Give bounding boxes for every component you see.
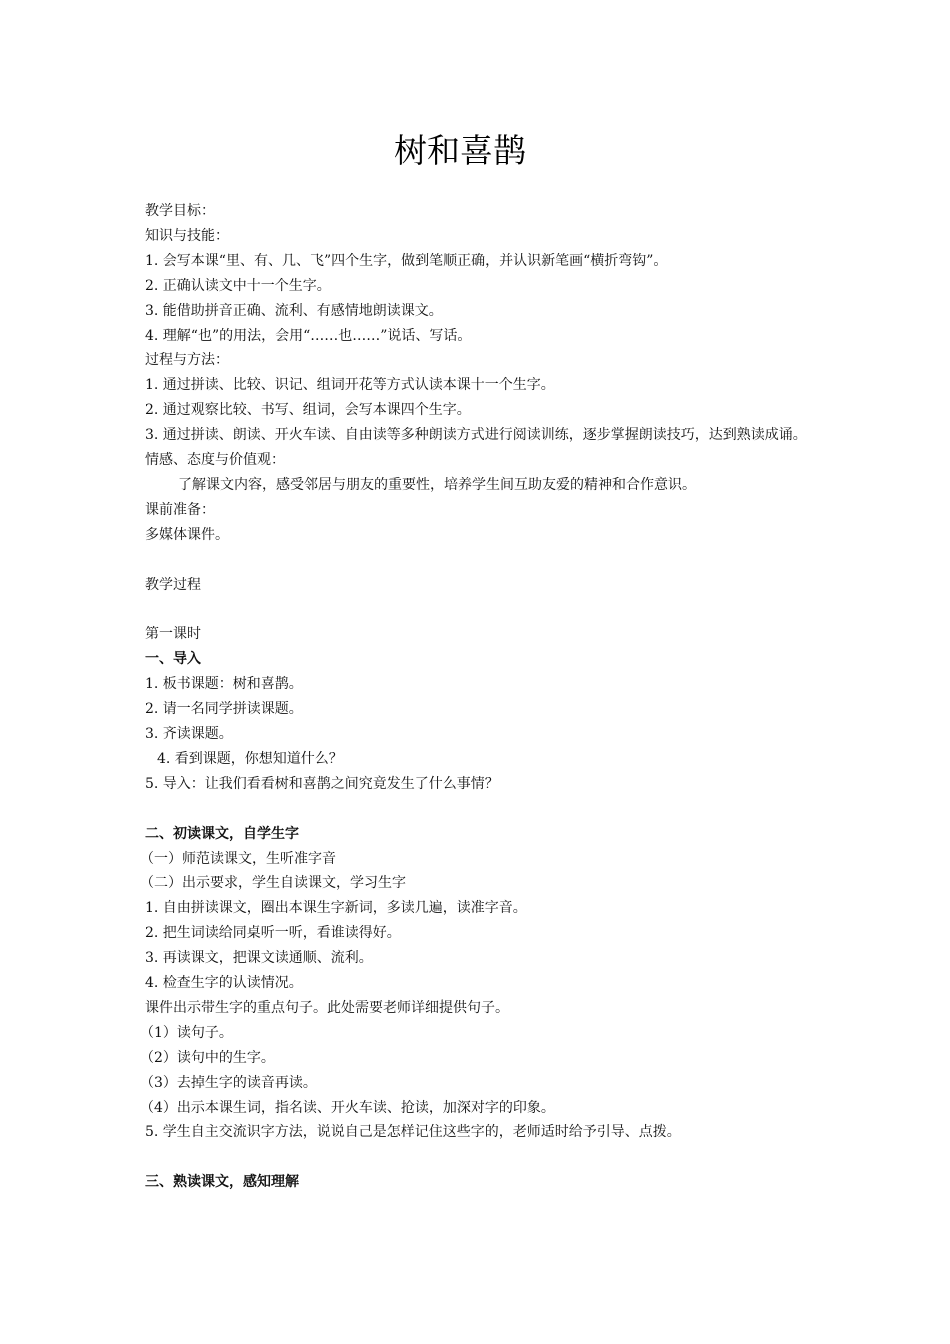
document-body [140, 199, 825, 1195]
preparation-heading: 课前准备： [145, 501, 215, 518]
first-read-item: 3. 再读课文，把课文读通顺、流利。 [145, 950, 373, 967]
intro-item: 5. 导入：让我们看看树和喜鹊之间究竟发生了什么事情？ [145, 775, 499, 792]
first-read-step: （4）出示本课生词，指名读、开火车读、抢读，加深对字的印象。 [140, 1099, 555, 1116]
intro-item: 2. 请一名同学拼读课题。 [145, 701, 303, 718]
intro-item: 3. 齐读课题。 [145, 726, 233, 742]
intro-item: 4. 看到课题，你想知道什么？ [157, 750, 343, 767]
first-read-step: （3）去掉生字的读音再读。 [140, 1074, 317, 1091]
first-read-item: 2. 把生词读给同桌听一听，看谁读得好。 [145, 925, 401, 942]
document-title: 树和喜鹊 [394, 131, 526, 170]
knowledge-item: 4. 理解“也”的用法，会用“……也……”说话、写话。 [145, 327, 472, 344]
process-item: 1. 通过拼读、比较、识记、组词开花等方式认读本课十一个生字。 [145, 377, 555, 394]
first-read-step: （2）读句中的生字。 [140, 1049, 275, 1066]
first-read-step: （1）读句子。 [140, 1024, 233, 1041]
subsection-heading: （一）师范读课文，生听准字音 [140, 850, 336, 867]
knowledge-heading: 知识与技能： [145, 227, 229, 244]
subsection-heading: （二）出示要求，学生自读课文，学习生字 [140, 875, 406, 892]
first-read-note: 课件出示带生字的重点句子。此处需要老师详细提供句子。 [145, 999, 509, 1016]
teaching-process-heading: 教学过程 [145, 576, 201, 593]
lesson-heading: 第一课时 [145, 626, 201, 643]
process-heading: 过程与方法： [145, 352, 229, 369]
preparation-text: 多媒体课件。 [145, 526, 229, 543]
process-item: 3. 通过拼读、朗读、开火车读、自由读等多种朗读方式进行阅读训练，逐步掌握朗读技巧，达到熟读成诵。 [145, 427, 807, 444]
attitude-heading: 情感、态度与价值观： [145, 452, 285, 469]
goals-heading: 教学目标： [145, 203, 215, 219]
section-heading-deep-read: 三、熟读课文，感知理解 [145, 1174, 299, 1191]
process-item: 2. 通过观察比较、书写、组词，会写本课四个生字。 [145, 402, 471, 419]
first-read-item: 1. 自由拼读课文，圈出本课生字新词，多读几遍，读准字音。 [145, 900, 527, 917]
first-read-item: 4. 检查生字的认读情况。 [145, 975, 303, 992]
attitude-text: 了解课文内容，感受邻居与朋友的重要性，培养学生间互助友爱的精神和合作意识。 [178, 476, 696, 493]
intro-item: 1. 板书课题：树和喜鹊。 [145, 676, 303, 693]
knowledge-item: 1. 会写本课“里、有、几、飞”四个生字，做到笔顺正确，并认识新笔画“横折弯钩”。 [145, 252, 668, 269]
section-heading-intro: 一、导入 [145, 651, 201, 668]
knowledge-item: 3. 能借助拼音正确、流利、有感情地朗读课文。 [145, 302, 443, 319]
knowledge-item: 2. 正确认读文中十一个生字。 [145, 277, 331, 294]
section-heading-first-read: 二、初读课文，自学生字 [145, 825, 299, 842]
first-read-item: 5. 学生自主交流识字方法，说说自己是怎样记住这些字的，老师适时给予引导、点拨。 [145, 1124, 681, 1141]
